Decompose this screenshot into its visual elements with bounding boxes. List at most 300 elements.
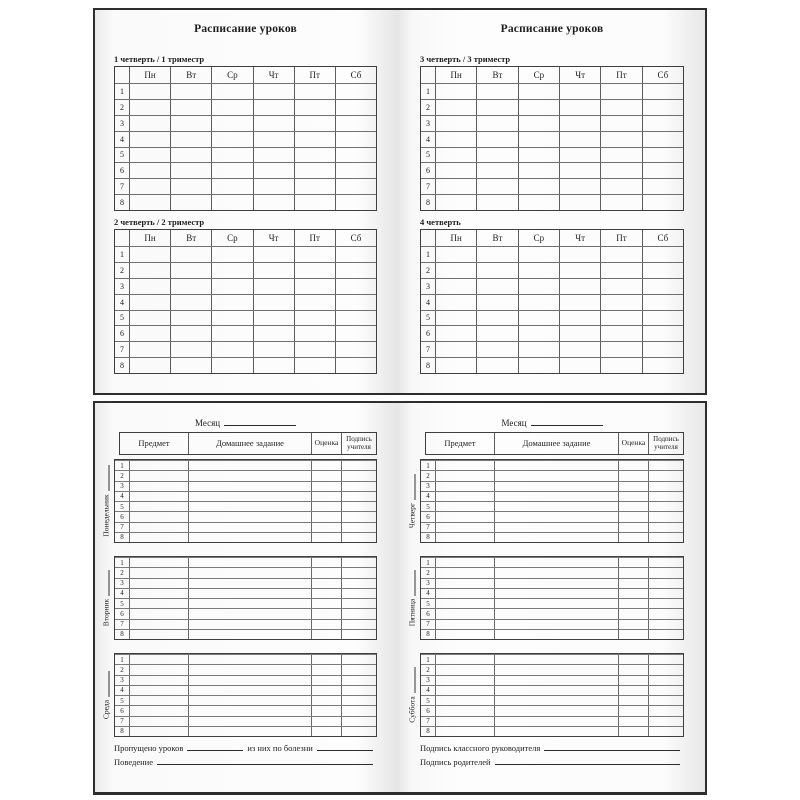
- schedule-cell: [253, 148, 294, 163]
- homework-row: [115, 598, 376, 608]
- homework-row: [115, 716, 376, 726]
- day-column-header: Ср: [518, 67, 559, 83]
- schedule-cell: [335, 116, 376, 131]
- schedule-cell: [170, 311, 211, 326]
- schedule-cell: [129, 148, 170, 163]
- homework-row: [421, 501, 683, 511]
- grade-cell: [618, 676, 648, 685]
- lesson-number: 2: [426, 265, 430, 275]
- homework-cell: [188, 655, 311, 664]
- signature-cell: [341, 461, 376, 470]
- schedule-cell: [253, 342, 294, 357]
- lesson-number: 4: [426, 297, 430, 307]
- schedule-cell: [642, 326, 683, 341]
- lesson-number: 2: [120, 665, 124, 674]
- schedule-cell: [435, 132, 476, 147]
- schedule-cell: [335, 100, 376, 115]
- lesson-number: 3: [120, 482, 124, 491]
- schedule-cell: [600, 326, 641, 341]
- lesson-number-header-cell: [115, 230, 129, 246]
- schedule-cell: [129, 132, 170, 147]
- subject-cell: [129, 533, 188, 542]
- lesson-number: 6: [426, 706, 430, 715]
- schedule-cell: [435, 100, 476, 115]
- schedule-cell: [435, 295, 476, 310]
- subject-cell: [129, 599, 188, 608]
- homework-cell: [494, 676, 618, 685]
- signature-cell: [648, 471, 683, 480]
- lesson-number: 4: [426, 134, 430, 144]
- day-column-header: Ср: [211, 230, 252, 246]
- homework-row: [421, 522, 683, 532]
- illness-label: из них по болезни: [247, 743, 313, 753]
- homework-row: [115, 522, 376, 532]
- grade-cell: [618, 492, 648, 501]
- signature-cell: [341, 609, 376, 618]
- signature-cell: [341, 676, 376, 685]
- schedule-row: [421, 162, 683, 178]
- schedule-cell: [129, 358, 170, 373]
- schedule-cell: [476, 116, 517, 131]
- schedule-cell: [559, 84, 600, 99]
- signature-cell: [341, 579, 376, 588]
- lesson-number: 4: [426, 492, 430, 501]
- schedule-cell: [518, 148, 559, 163]
- schedule-page-left: [95, 10, 402, 393]
- schedule-cell: [642, 163, 683, 178]
- homework-column-header: Домашнее задание: [188, 433, 311, 454]
- schedule-cell: [518, 163, 559, 178]
- schedule-row: [421, 294, 683, 310]
- grade-column-header: Оценка: [311, 433, 341, 454]
- homework-page-right: [402, 403, 709, 792]
- homework-column-header: Домашнее задание: [494, 433, 618, 454]
- lesson-number: 4: [120, 297, 124, 307]
- day-name: Пятница: [407, 598, 417, 627]
- signature-cell: [341, 512, 376, 521]
- schedule-cell: [294, 342, 335, 357]
- day-column-header: Чт: [559, 230, 600, 246]
- signature-cell: [648, 717, 683, 726]
- day-column-header: Пн: [129, 230, 170, 246]
- homework-cell: [188, 492, 311, 501]
- schedule-row: [115, 278, 376, 294]
- subject-cell: [129, 512, 188, 521]
- schedule-cell: [253, 263, 294, 278]
- lesson-number: 3: [120, 281, 124, 291]
- lesson-number: 8: [120, 533, 124, 542]
- grade-column-header: Оценка: [618, 433, 648, 454]
- schedule-cell: [170, 263, 211, 278]
- lesson-number: 6: [120, 166, 124, 176]
- homework-row: [421, 726, 683, 736]
- schedule-cell: [211, 163, 252, 178]
- subject-cell: [435, 686, 494, 695]
- schedule-row: [421, 131, 683, 147]
- grade-cell: [311, 620, 341, 629]
- lesson-number: 4: [120, 492, 124, 501]
- homework-row: [115, 726, 376, 736]
- lesson-number: 5: [426, 599, 430, 608]
- grade-cell: [311, 461, 341, 470]
- grade-cell: [618, 717, 648, 726]
- schedule-cell: [642, 247, 683, 262]
- schedule-cell: [253, 326, 294, 341]
- signature-cell: [341, 533, 376, 542]
- schedule-cell: [335, 179, 376, 194]
- schedule-cell: [559, 148, 600, 163]
- homework-cell: [494, 665, 618, 674]
- homework-row: [421, 695, 683, 705]
- signature-cell: [341, 558, 376, 567]
- lesson-number: 1: [426, 655, 430, 664]
- homework-row: [115, 664, 376, 674]
- schedule-row: [421, 325, 683, 341]
- schedule-cell: [435, 84, 476, 99]
- lesson-number: 7: [120, 717, 124, 726]
- day-label: [101, 653, 112, 737]
- homework-row: [115, 532, 376, 542]
- grade-cell: [618, 620, 648, 629]
- subject-cell: [129, 482, 188, 491]
- signature-cell: [341, 568, 376, 577]
- signature-cell: [648, 579, 683, 588]
- day-column-header: Пт: [294, 230, 335, 246]
- schedule-cell: [294, 311, 335, 326]
- day-blocks-right: [407, 459, 684, 750]
- homework-footer-right: [420, 740, 684, 768]
- subject-cell: [129, 696, 188, 705]
- lesson-number: 5: [120, 150, 124, 160]
- signature-cell: [648, 523, 683, 532]
- grade-cell: [311, 676, 341, 685]
- grade-cell: [311, 482, 341, 491]
- signature-cell: [648, 665, 683, 674]
- homework-cell: [494, 471, 618, 480]
- homework-header-row: [425, 432, 684, 455]
- day-block: [407, 556, 684, 640]
- schedule-cell: [253, 247, 294, 262]
- schedule-cell: [600, 84, 641, 99]
- schedule-cell: [600, 279, 641, 294]
- schedule-cell: [294, 100, 335, 115]
- schedule-cell: [476, 100, 517, 115]
- schedule-cell: [129, 279, 170, 294]
- signature-cell: [341, 686, 376, 695]
- schedule-cell: [642, 279, 683, 294]
- schedule-cell: [642, 116, 683, 131]
- subject-cell: [129, 727, 188, 736]
- homework-cell: [188, 599, 311, 608]
- signature-cell: [648, 502, 683, 511]
- schedule-cell: [129, 342, 170, 357]
- schedule-cell: [518, 132, 559, 147]
- schedule-table-quarter-1: [114, 66, 377, 211]
- schedule-cell: [435, 358, 476, 373]
- homework-row: [421, 588, 683, 598]
- schedule-cell: [253, 116, 294, 131]
- grade-cell: [618, 533, 648, 542]
- schedule-cell: [476, 326, 517, 341]
- lesson-number: 6: [120, 609, 124, 618]
- lesson-number: 4: [120, 686, 124, 695]
- teacher-signature-column-header: [648, 433, 683, 454]
- schedule-cell: [435, 279, 476, 294]
- schedule-cell: [170, 195, 211, 210]
- schedule-row: [115, 310, 376, 326]
- signature-cell: [648, 686, 683, 695]
- schedule-cell: [435, 263, 476, 278]
- subject-cell: [435, 579, 494, 588]
- grade-cell: [311, 471, 341, 480]
- homework-spread: [93, 401, 707, 795]
- homework-row: [115, 578, 376, 588]
- date-fill-line: [108, 465, 109, 491]
- homework-cell: [494, 630, 618, 639]
- month-line: [420, 415, 684, 428]
- grade-cell: [618, 461, 648, 470]
- homework-page-left: [95, 403, 402, 792]
- homework-cell: [188, 620, 311, 629]
- subject-cell: [435, 696, 494, 705]
- schedule-cell: [518, 116, 559, 131]
- lesson-number: 6: [426, 609, 430, 618]
- schedule-cell: [253, 163, 294, 178]
- subject-cell: [129, 589, 188, 598]
- schedule-row: [115, 341, 376, 357]
- schedule-cell: [476, 163, 517, 178]
- schedule-cell: [294, 84, 335, 99]
- homework-row: [115, 629, 376, 639]
- schedule-cell: [211, 358, 252, 373]
- lesson-number: 2: [426, 102, 430, 112]
- homework-row: [115, 491, 376, 501]
- schedule-cell: [211, 100, 252, 115]
- lesson-number: 7: [426, 345, 430, 355]
- homework-row: [115, 470, 376, 480]
- schedule-cell: [170, 295, 211, 310]
- schedule-cell: [600, 132, 641, 147]
- lesson-number: 1: [426, 558, 430, 567]
- grade-cell: [618, 523, 648, 532]
- schedule-cell: [294, 358, 335, 373]
- month-label: Месяц: [194, 418, 221, 428]
- schedule-cell: [129, 326, 170, 341]
- schedule-cell: [294, 179, 335, 194]
- schedule-cell: [335, 358, 376, 373]
- lesson-number: 2: [426, 568, 430, 577]
- lesson-number: 6: [426, 166, 430, 176]
- signature-cell: [648, 706, 683, 715]
- subject-cell: [435, 523, 494, 532]
- schedule-cell: [559, 179, 600, 194]
- schedule-row: [115, 99, 376, 115]
- behavior-line: [114, 754, 377, 767]
- homework-cell: [188, 717, 311, 726]
- date-fill-line: [414, 570, 415, 596]
- lesson-number: 4: [426, 589, 430, 598]
- signature-cell: [341, 599, 376, 608]
- signature-cell: [648, 568, 683, 577]
- schedule-cell: [211, 326, 252, 341]
- lesson-number: 2: [426, 471, 430, 480]
- signature-cell: [341, 717, 376, 726]
- lesson-number-header-cell: [115, 67, 129, 83]
- day-name: Суббота: [407, 696, 417, 723]
- homework-row: [421, 557, 683, 567]
- schedule-cell: [559, 311, 600, 326]
- schedule-cell: [170, 132, 211, 147]
- day-column-header: Чт: [559, 67, 600, 83]
- day-column-header: Сб: [642, 230, 683, 246]
- schedule-cell: [335, 311, 376, 326]
- grade-cell: [618, 568, 648, 577]
- schedule-cell: [600, 358, 641, 373]
- grade-cell: [618, 599, 648, 608]
- schedule-cell: [600, 179, 641, 194]
- homework-cell: [494, 696, 618, 705]
- schedule-cell: [642, 342, 683, 357]
- day-column-header: Пт: [294, 67, 335, 83]
- grade-cell: [311, 727, 341, 736]
- schedule-cell: [335, 326, 376, 341]
- homework-cell: [188, 461, 311, 470]
- signature-cell: [341, 502, 376, 511]
- day-name: Четверг: [407, 502, 417, 529]
- schedule-cell: [170, 179, 211, 194]
- missed-lessons-label: Пропущено уроков: [114, 743, 184, 753]
- grade-cell: [311, 568, 341, 577]
- homework-cell: [188, 676, 311, 685]
- schedule-cell: [559, 295, 600, 310]
- schedule-cell: [211, 342, 252, 357]
- schedule-cell: [335, 263, 376, 278]
- schedule-page-right: [402, 10, 709, 393]
- lesson-number: 8: [426, 727, 430, 736]
- homework-row: [115, 695, 376, 705]
- homework-cell: [188, 471, 311, 480]
- day-label: [101, 556, 112, 640]
- homework-row: [421, 705, 683, 715]
- date-fill-line: [414, 474, 415, 500]
- schedule-cell: [476, 195, 517, 210]
- day-column-header: Ср: [518, 230, 559, 246]
- homework-footer-left: [114, 740, 377, 768]
- homework-cell: [494, 482, 618, 491]
- schedule-cell: [129, 195, 170, 210]
- lesson-number: 3: [120, 579, 124, 588]
- homework-row: [421, 608, 683, 618]
- lesson-number: 7: [120, 182, 124, 192]
- signature-cell: [648, 589, 683, 598]
- homework-row: [421, 567, 683, 577]
- signature-cell: [648, 533, 683, 542]
- homework-cell: [188, 727, 311, 736]
- schedule-cell: [476, 295, 517, 310]
- subject-cell: [129, 558, 188, 567]
- lesson-number: 3: [120, 676, 124, 685]
- signature-header-line2: учителя: [347, 442, 371, 451]
- schedule-row: [421, 341, 683, 357]
- schedule-cell: [600, 163, 641, 178]
- subject-cell: [435, 471, 494, 480]
- schedule-cell: [642, 358, 683, 373]
- schedule-cell: [211, 279, 252, 294]
- day-label: [407, 459, 418, 543]
- schedule-cell: [129, 295, 170, 310]
- grade-cell: [618, 609, 648, 618]
- homework-cell: [494, 502, 618, 511]
- schedule-cell: [253, 358, 294, 373]
- schedule-cell: [253, 311, 294, 326]
- homework-row: [115, 481, 376, 491]
- subject-cell: [129, 461, 188, 470]
- schedule-cell: [253, 84, 294, 99]
- schedule-cell: [294, 163, 335, 178]
- homework-row: [115, 501, 376, 511]
- schedule-cell: [559, 100, 600, 115]
- day-label: [407, 556, 418, 640]
- missed-lessons-fill-line: [187, 750, 243, 751]
- page-title: Расписание уроков: [500, 23, 604, 35]
- schedule-cell: [335, 148, 376, 163]
- grade-cell: [618, 655, 648, 664]
- subject-cell: [435, 482, 494, 491]
- subject-cell: [435, 502, 494, 511]
- schedule-cell: [211, 263, 252, 278]
- homework-cell: [494, 706, 618, 715]
- subject-column-header: Предмет: [444, 437, 476, 448]
- subject-cell: [129, 717, 188, 726]
- lesson-number: 3: [426, 281, 430, 291]
- subject-cell: [435, 727, 494, 736]
- lesson-number: 5: [120, 696, 124, 705]
- subject-cell: [129, 523, 188, 532]
- signature-header-line1: Подпись: [653, 434, 679, 443]
- schedule-cell: [129, 84, 170, 99]
- schedule-row: [115, 246, 376, 262]
- signature-cell: [341, 655, 376, 664]
- day-column-header: Пт: [600, 230, 641, 246]
- schedule-cell: [170, 247, 211, 262]
- schedule-cell: [642, 295, 683, 310]
- signature-cell: [341, 665, 376, 674]
- signature-cell: [341, 620, 376, 629]
- homework-cell: [188, 665, 311, 674]
- grade-cell: [618, 482, 648, 491]
- lesson-number: 1: [120, 461, 124, 470]
- lesson-number-header-cell: [421, 67, 435, 83]
- schedule-cell: [211, 116, 252, 131]
- schedule-table-quarter-3: [420, 66, 684, 211]
- schedule-row: [421, 262, 683, 278]
- homework-row: [115, 608, 376, 618]
- lesson-number: 6: [426, 329, 430, 339]
- homework-row: [115, 511, 376, 521]
- signature-cell: [341, 471, 376, 480]
- subject-cell: [435, 568, 494, 577]
- grade-cell: [618, 512, 648, 521]
- subject-cell: [129, 568, 188, 577]
- schedule-cell: [211, 311, 252, 326]
- day-label: [101, 459, 112, 543]
- schedule-cell: [642, 311, 683, 326]
- schedule-cell: [335, 295, 376, 310]
- grade-cell: [618, 727, 648, 736]
- signature-cell: [341, 696, 376, 705]
- schedule-cell: [129, 263, 170, 278]
- homework-cell: [494, 717, 618, 726]
